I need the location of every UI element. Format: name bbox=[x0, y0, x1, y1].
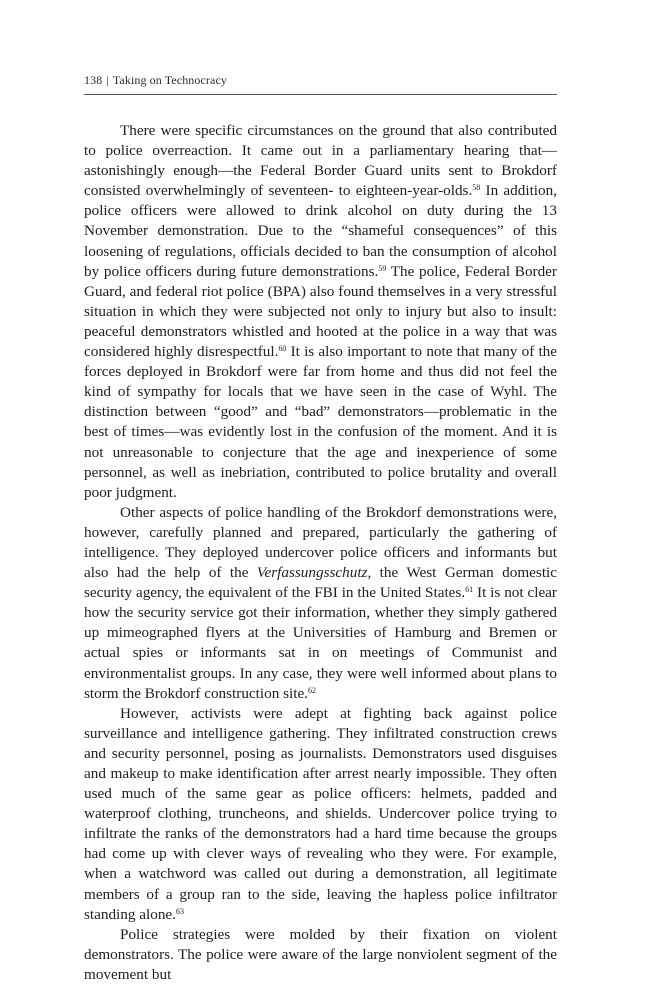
header-separator: | bbox=[106, 73, 109, 87]
text-run: Other aspects of police handling of the Brokdorf demonstrations were, however, carefully planned and prepared, particularly the gathering of intelligence. They deployed undercover police officers and informants but also had the help of the bbox=[84, 503, 557, 582]
book-title: Taking on Technocracy bbox=[112, 73, 227, 87]
header-rule bbox=[84, 94, 557, 95]
text-run: Police strategies were molded by their fixation on violent demonstrators. The police were aware of the large nonviolent segment of the movement but bbox=[84, 925, 557, 983]
text-run: In addition, police officers were allowed to drink alcohol on duty during the 13 November demonstration. Due to the “shameful consequences” of this loosening of regulations, officials decided to ban the consumption of alcohol by police officers during future demonstrations. bbox=[84, 182, 557, 280]
text-run: It is not clear how the security service got their information, whether they simply gathered up mimeographed flyers at the Universities of Hamburg and Bremen or actual spies or informants sat in on meetings of Communist and environmentalist groups. In any case, they were well informed about plans to storm the Brokdorf construction site. bbox=[84, 584, 557, 702]
paragraph bbox=[84, 503, 557, 704]
text-run: There were specific circumstances on the ground that also contributed to police overreaction. It came out in a parliamentary hearing that—astonishingly enough—the Federal Border Guard units sent to Brokdorf consisted overwhelmingly of seventeen- to eighteen-year-olds. bbox=[84, 122, 557, 200]
footnote-ref: 60 bbox=[278, 343, 287, 353]
text-run: The police, Federal Border Guard, and federal riot police (BPA) also found themselves in a very stressful situation in which they were subjected not only to injury but also to insult: peaceful demonstrators whistled and hooted at the police in a way that was considered highly disrespectful. bbox=[84, 262, 557, 361]
text-run: the West German domestic security agency, the equivalent of the FBI in the United States. bbox=[84, 564, 557, 602]
footnote-ref: 59 bbox=[378, 263, 387, 273]
paragraph bbox=[84, 704, 557, 925]
paragraph bbox=[84, 925, 557, 985]
text-run: However, activists were adept at fighting back against police surveillance and intelligence gathering. They infiltrated construction crews and security personnel, posing as journalists. Demonstrators used disguises and makeup to make identification after arrest nearly impossible. They often used much of the same gear as police officers: helmets, padded and waterproof clothing, truncheons, and shields. Undercover police trying to infiltrate the ranks of the demonstrators had a hard time because the groups had come up with clever ways of revealing who they were. For example, when a watchword was called out during a demonstration, all legitimate members of a group ran to the side, leaving the hapless police infiltrator standing alone. bbox=[84, 704, 557, 923]
footnote-ref: 61 bbox=[465, 584, 474, 594]
running-head bbox=[84, 73, 227, 88]
italic-term: Verfassungsschutz, bbox=[256, 564, 372, 582]
text-run: It is also important to note that many of the forces deployed in Brokdorf were far from home and thus did not feel the kind of sympathy for locals that we have seen in the case of Wyhl. The distinction between “good” and “bad” demonstrators—problematic in the best of times—was evidently lost in the confusion of the moment. And it is not unreasonable to conjecture that the age and inexperience of some personnel, as well as inebriation, contributed to police brutality and overall poor judgment. bbox=[84, 343, 558, 501]
body-text bbox=[84, 121, 557, 985]
paragraph bbox=[84, 121, 557, 503]
footnote-ref: 58 bbox=[472, 183, 481, 193]
footnote-ref: 62 bbox=[307, 685, 316, 695]
page-number: 138 bbox=[84, 73, 103, 87]
footnote-ref: 63 bbox=[175, 906, 184, 916]
